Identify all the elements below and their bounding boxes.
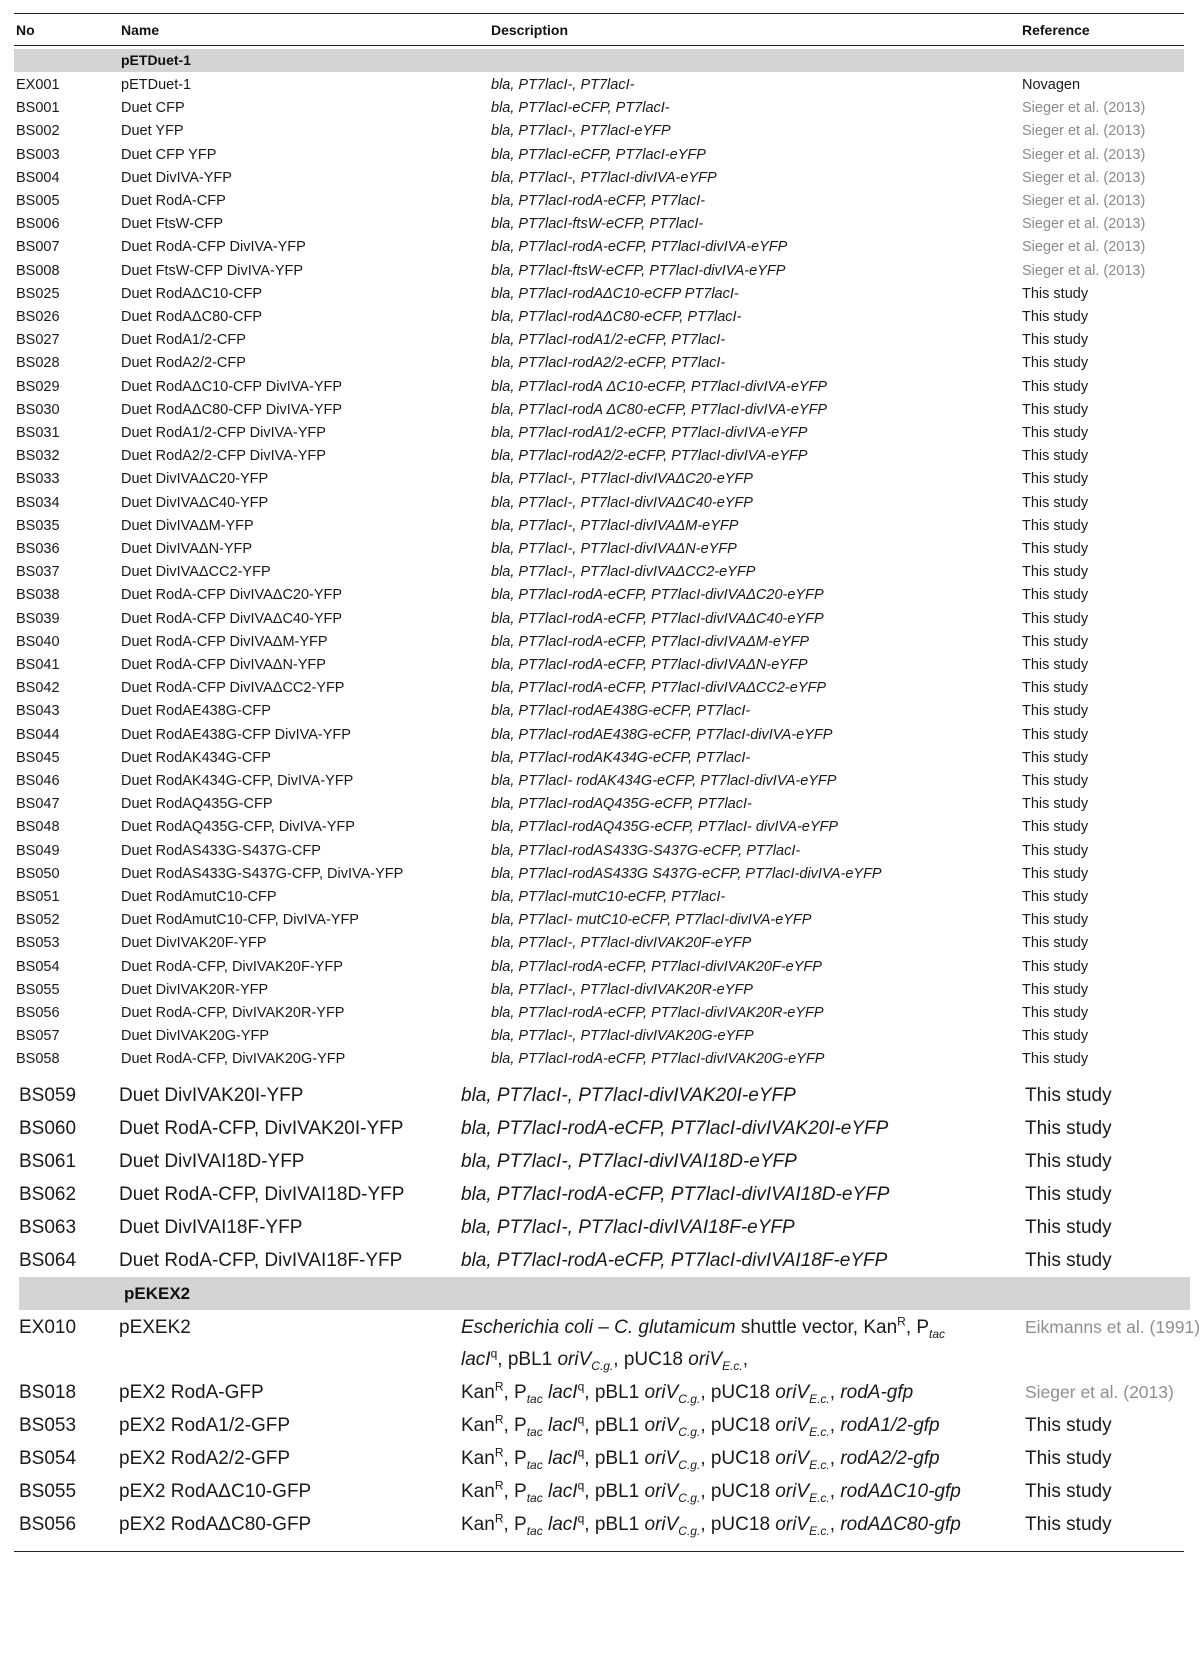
cell-no: BS062	[19, 1184, 77, 1205]
bottom-rule	[14, 1551, 1184, 1552]
cell-reference: This study	[1022, 680, 1089, 696]
cell-no: BS047	[16, 796, 60, 812]
cell-name: pEX2 RodA1/2-GFP	[119, 1415, 291, 1436]
cell-reference: This study	[1022, 912, 1089, 928]
cell-no: BS050	[16, 866, 60, 882]
cell-name: Duet RodA-CFP, DivIVAK20I-YFP	[119, 1118, 404, 1139]
cell-reference: This study	[1022, 959, 1089, 975]
table-row	[0, 769, 1200, 793]
cell-name: Duet FtsW-CFP	[121, 216, 224, 232]
table-row	[0, 583, 1200, 607]
cell-reference: This study	[1022, 448, 1089, 464]
cell-description: bla, PT7lacI-rodA-eCFP, PT7lacI-divIVAΔCC2-eYFP	[491, 680, 827, 696]
cell-reference: This study	[1022, 982, 1089, 998]
cell-name: Duet DivIVAI18F-YFP	[119, 1217, 303, 1238]
cell-reference: This study	[1025, 1085, 1112, 1106]
cell-no: BS026	[16, 309, 60, 325]
cell-no: BS033	[16, 471, 60, 487]
cell-description: bla, PT7lacI-rodAΔC80-eCFP, PT7lacI-	[491, 309, 742, 325]
cell-description: Kan$^R$, $P_{tac}$ lacI$^q$, pBL1 oriV$_{C.g.}$, pUC18 oriV$_{E.c.}$, rodA1/2-gfp	[461, 1412, 940, 1439]
cell-description: bla, PT7lacI-rodAQ435G-eCFP, PT7lacI- divIVA-eYFP	[491, 819, 839, 835]
table-row	[0, 491, 1200, 515]
cell-description: bla, PT7lacI-mutC10-eCFP, PT7lacI-	[491, 889, 726, 905]
table-row	[0, 259, 1200, 283]
cell-name: Duet RodAmutC10-CFP	[121, 889, 277, 905]
cell-no: BS041	[16, 657, 60, 673]
cell-description: bla, PT7lacI-rodAK434G-eCFP, PT7lacI-	[491, 750, 751, 766]
cell-name: pEX2 RodAΔC80-GFP	[119, 1514, 312, 1535]
cell-no: BS032	[16, 448, 60, 464]
cell-name: Duet RodA-CFP DivIVAΔN-YFP	[121, 657, 326, 673]
cell-reference: This study	[1022, 819, 1089, 835]
header-name: Name	[121, 22, 160, 38]
header-reference: Reference	[1022, 22, 1090, 38]
table-row	[0, 1375, 1200, 1410]
cell-reference: This study	[1022, 587, 1089, 603]
cell-name: Duet DivIVAΔN-YFP	[121, 541, 253, 557]
cell-name: Duet RodA1/2-CFP	[121, 332, 246, 348]
cell-reference: This study	[1025, 1250, 1112, 1271]
table-row	[0, 444, 1200, 468]
table-row	[0, 839, 1200, 863]
cell-name: Duet CFP	[121, 100, 185, 116]
table-row	[0, 421, 1200, 445]
header-no: No	[16, 22, 35, 38]
header-description: Description	[491, 22, 569, 38]
cell-name: Duet DivIVAK20R-YFP	[121, 982, 269, 998]
header-rule	[14, 45, 1184, 46]
cell-reference: This study	[1022, 286, 1089, 302]
cell-reference: Sieger et al. (2013)	[1022, 147, 1146, 163]
cell-reference: This study	[1022, 471, 1089, 487]
cell-description: bla, PT7lacI-, PT7lacI-divIVAK20I-eYFP	[461, 1085, 796, 1106]
cell-name: pEX2 RodA2/2-GFP	[119, 1448, 291, 1469]
cell-no: BS057	[16, 1028, 60, 1044]
cell-no: BS031	[16, 425, 60, 441]
table-row	[0, 1310, 1200, 1373]
cell-description: bla, PT7lacI-rodA1/2-eCFP, PT7lacI-	[491, 332, 726, 348]
cell-no: BS025	[16, 286, 60, 302]
table-row	[0, 862, 1200, 886]
cell-no: BS056	[16, 1005, 60, 1021]
cell-name: Duet RodAE438G-CFP	[121, 703, 271, 719]
cell-description: Escherichia coli – C. glutamicum shuttle vector, Kan$^R$, $P_{tac}$ lacI$^q$, pBL1 oriV$_{C.g.}$, pUC18 oriV$_{E.c.}$,	[461, 1314, 946, 1373]
table-row	[0, 212, 1200, 236]
cell-name: Duet DivIVAΔC20-YFP	[121, 471, 269, 487]
cell-description: bla, PT7lacI-, PT7lacI-eYFP	[491, 123, 671, 139]
cell-name: Duet DivIVAΔC40-YFP	[121, 495, 269, 511]
cell-name: Duet RodAS433G-S437G-CFP	[121, 843, 321, 859]
cell-description: bla, PT7lacI-rodAS433G S437G-eCFP, PT7lacI-divIVA-eYFP	[491, 866, 882, 882]
cell-no: BS053	[16, 935, 60, 951]
cell-description: bla, PT7lacI-, PT7lacI-divIVAΔC40-eYFP	[491, 495, 753, 511]
cell-description: bla, PT7lacI-, PT7lacI-divIVAK20G-eYFP	[491, 1028, 754, 1044]
table-row	[0, 351, 1200, 375]
cell-description: Kan$^R$, $P_{tac}$ lacI$^q$, pBL1 oriV$_{C.g.}$, pUC18 oriV$_{E.c.}$, rodAΔC10-gfp	[461, 1478, 961, 1505]
cell-description: bla, PT7lacI-rodAQ435G-eCFP, PT7lacI-	[491, 796, 752, 812]
table-row	[0, 931, 1200, 955]
cell-reference: This study	[1025, 1184, 1112, 1205]
table-row	[0, 375, 1200, 399]
cell-name: Duet RodAΔC80-CFP DivIVA-YFP	[121, 402, 343, 418]
cell-no: BS063	[19, 1217, 77, 1238]
cell-reference: This study	[1022, 634, 1089, 650]
cell-description: bla, PT7lacI-, PT7lacI-divIVAK20F-eYFP	[491, 935, 752, 951]
cell-name: Duet CFP YFP	[121, 147, 217, 163]
cell-no: BS061	[19, 1151, 77, 1172]
cell-name: Duet RodA-CFP, DivIVAK20F-YFP	[121, 959, 343, 975]
cell-description: bla, PT7lacI-rodA-eCFP, PT7lacI-divIVAK20G-eYFP	[491, 1051, 825, 1067]
table-row	[0, 235, 1200, 259]
cell-name: pEX2 RodA-GFP	[119, 1382, 264, 1403]
cell-reference: Sieger et al. (2013)	[1025, 1382, 1174, 1402]
cell-reference: This study	[1022, 379, 1089, 395]
cell-description: bla, PT7lacI-, PT7lacI-divIVAΔN-eYFP	[491, 541, 737, 557]
cell-no: BS040	[16, 634, 60, 650]
table-row	[0, 398, 1200, 422]
cell-description: bla, PT7lacI-rodA-eCFP, PT7lacI-divIVAΔM-eYFP	[491, 634, 810, 650]
cell-no: BS052	[16, 912, 60, 928]
table-row	[0, 908, 1200, 932]
table-header-row	[0, 18, 1200, 42]
cell-no: BS030	[16, 402, 60, 418]
table-row	[0, 653, 1200, 677]
cell-reference: This study	[1022, 703, 1089, 719]
cell-name: pEX2 RodAΔC10-GFP	[119, 1481, 312, 1502]
cell-reference: Novagen	[1022, 77, 1081, 93]
cell-name: Duet RodAmutC10-CFP, DivIVA-YFP	[121, 912, 359, 928]
cell-name: Duet RodA-CFP	[121, 193, 226, 209]
table-row	[0, 1111, 1200, 1146]
cell-description: bla, PT7lacI-rodA-eCFP, PT7lacI-divIVAΔC20-eYFP	[491, 587, 824, 603]
cell-no: BS055	[19, 1481, 77, 1502]
cell-description: Kan$^R$, $P_{tac}$ lacI$^q$, pBL1 oriV$_{C.g.}$, pUC18 oriV$_{E.c.}$, rodA2/2-gfp	[461, 1445, 940, 1472]
table-row	[0, 1243, 1200, 1278]
table-row	[0, 143, 1200, 167]
cell-name: Duet RodAS433G-S437G-CFP, DivIVA-YFP	[121, 866, 404, 882]
cell-reference: This study	[1022, 1005, 1089, 1021]
cell-name: Duet RodA-CFP DivIVAΔM-YFP	[121, 634, 328, 650]
cell-description: bla, PT7lacI-rodA-eCFP, PT7lacI-divIVAΔN-eYFP	[491, 657, 808, 673]
cell-description: bla, PT7lacI-rodA-eCFP, PT7lacI-divIVAK20R-eYFP	[491, 1005, 824, 1021]
table-row	[0, 885, 1200, 909]
cell-no: BS034	[16, 495, 60, 511]
cell-name: Duet RodAK434G-CFP, DivIVA-YFP	[121, 773, 354, 789]
table-row	[0, 166, 1200, 190]
cell-reference: This study	[1022, 1028, 1089, 1044]
cell-description: bla, PT7lacI-rodA-eCFP, PT7lacI-divIVAI18F-eYFP	[461, 1250, 888, 1271]
cell-name: Duet RodAQ435G-CFP	[121, 796, 273, 812]
cell-no: BS058	[16, 1051, 60, 1067]
cell-no: BS036	[16, 541, 60, 557]
top-rule	[14, 13, 1184, 14]
cell-description: bla, PT7lacI-rodAE438G-eCFP, PT7lacI-divIVA-eYFP	[491, 727, 833, 743]
table-row	[0, 1441, 1200, 1476]
table-row	[0, 978, 1200, 1002]
cell-description: bla, PT7lacI-rodA-eCFP, PT7lacI-divIVAΔC40-eYFP	[491, 611, 824, 627]
cell-name: Duet RodAΔC10-CFP DivIVA-YFP	[121, 379, 343, 395]
cell-name: Duet DivIVAK20F-YFP	[121, 935, 267, 951]
cell-no: BS037	[16, 564, 60, 580]
table-row	[0, 1408, 1200, 1443]
cell-reference: Sieger et al. (2013)	[1022, 216, 1146, 232]
cell-description: bla, PT7lacI-rodA-eCFP, PT7lacI-divIVAK20I-eYFP	[461, 1118, 889, 1139]
cell-reference: This study	[1022, 332, 1089, 348]
table-row	[0, 699, 1200, 723]
cell-description: bla, PT7lacI- rodAK434G-eCFP, PT7lacI-divIVA-eYFP	[491, 773, 837, 789]
cell-description: bla, PT7lacI-eCFP, PT7lacI-eYFP	[491, 147, 706, 163]
cell-name: Duet RodA1/2-CFP DivIVA-YFP	[121, 425, 326, 441]
section-title: pEKEX2	[124, 1284, 191, 1303]
cell-description: bla, PT7lacI-rodA ΔC10-eCFP, PT7lacI-divIVA-eYFP	[491, 379, 828, 395]
cell-no: BS051	[16, 889, 60, 905]
cell-reference: This study	[1022, 611, 1089, 627]
cell-reference: This study	[1022, 564, 1089, 580]
table-row	[0, 1210, 1200, 1245]
cell-reference: This study	[1025, 1217, 1112, 1238]
cell-no: BS029	[16, 379, 60, 395]
section-header-petduet	[14, 49, 1184, 72]
cell-name: Duet RodAQ435G-CFP, DivIVA-YFP	[121, 819, 355, 835]
cell-name: Duet RodA2/2-CFP	[121, 355, 246, 371]
cell-name: Duet RodA-CFP, DivIVAI18F-YFP	[119, 1250, 403, 1271]
cell-reference: This study	[1025, 1481, 1112, 1502]
cell-no: BS055	[16, 982, 60, 998]
cell-name: Duet DivIVAI18D-YFP	[119, 1151, 305, 1172]
cell-no: BS046	[16, 773, 60, 789]
cell-description: bla, PT7lacI-rodA2/2-eCFP, PT7lacI-divIVA-eYFP	[491, 448, 808, 464]
cell-reference: This study	[1022, 727, 1089, 743]
cell-name: Duet RodA-CFP, DivIVAK20G-YFP	[121, 1051, 346, 1067]
cell-description: bla, PT7lacI-, PT7lacI-divIVAK20R-eYFP	[491, 982, 753, 998]
cell-reference: This study	[1022, 935, 1089, 951]
cell-reference: Sieger et al. (2013)	[1022, 100, 1146, 116]
table-row	[0, 1078, 1200, 1113]
cell-description: bla, PT7lacI-, PT7lacI-divIVA-eYFP	[491, 170, 717, 186]
cell-description: bla, PT7lacI-, PT7lacI-divIVAΔC20-eYFP	[491, 471, 753, 487]
table-row	[0, 537, 1200, 561]
cell-no: BS045	[16, 750, 60, 766]
table-row	[0, 1001, 1200, 1025]
cell-reference: This study	[1022, 309, 1089, 325]
cell-description: Kan$^R$, $P_{tac}$ lacI$^q$, pBL1 oriV$_{C.g.}$, pUC18 oriV$_{E.c.}$, rodAΔC80-gfp	[461, 1511, 961, 1538]
table-row	[0, 630, 1200, 654]
cell-reference: This study	[1022, 866, 1089, 882]
table-row	[0, 282, 1200, 306]
table-row	[0, 1507, 1200, 1542]
cell-description: bla, PT7lacI-rodA-eCFP, PT7lacI-divIVA-eYFP	[491, 239, 788, 255]
cell-no: BS004	[16, 170, 60, 186]
cell-name: pETDuet-1	[121, 77, 192, 93]
cell-reference: This study	[1022, 425, 1089, 441]
cell-no: BS005	[16, 193, 60, 209]
cell-reference: This study	[1025, 1118, 1112, 1139]
cell-name: Duet RodA2/2-CFP DivIVA-YFP	[121, 448, 326, 464]
table-row	[0, 723, 1200, 747]
table-row	[0, 955, 1200, 979]
cell-description: bla, PT7lacI-eCFP, PT7lacI-	[491, 100, 670, 116]
cell-description: bla, PT7lacI-rodAE438G-eCFP, PT7lacI-	[491, 703, 751, 719]
cell-reference: Sieger et al. (2013)	[1022, 123, 1146, 139]
cell-reference: Sieger et al. (2013)	[1022, 170, 1146, 186]
cell-reference: This study	[1022, 657, 1089, 673]
table-row	[0, 1177, 1200, 1212]
cell-name: Duet RodA-CFP DivIVA-YFP	[121, 239, 306, 255]
cell-reference: This study	[1022, 796, 1089, 812]
cell-name: Duet RodAE438G-CFP DivIVA-YFP	[121, 727, 351, 743]
cell-no: BS043	[16, 703, 60, 719]
cell-name: Duet DivIVAΔM-YFP	[121, 518, 254, 534]
table-row	[0, 815, 1200, 839]
cell-no: BS044	[16, 727, 60, 743]
cell-no: BS042	[16, 680, 60, 696]
table-row	[0, 792, 1200, 816]
cell-reference: This study	[1022, 773, 1089, 789]
table-row	[0, 560, 1200, 584]
cell-reference: Sieger et al. (2013)	[1022, 239, 1146, 255]
cell-description: bla, PT7lacI-rodA ΔC80-eCFP, PT7lacI-divIVA-eYFP	[491, 402, 828, 418]
cell-name: Duet DivIVA-YFP	[121, 170, 232, 186]
cell-description: bla, PT7lacI-rodAS433G-S437G-eCFP, PT7lacI-	[491, 843, 801, 859]
cell-reference: Sieger et al. (2013)	[1022, 263, 1146, 279]
cell-no: BS007	[16, 239, 60, 255]
cell-reference: This study	[1022, 355, 1089, 371]
cell-name: Duet YFP	[121, 123, 184, 139]
table-row	[0, 676, 1200, 700]
cell-description: bla, PT7lacI-, PT7lacI-divIVAI18F-eYFP	[461, 1217, 795, 1238]
cell-description: bla, PT7lacI- mutC10-eCFP, PT7lacI-divIVA-eYFP	[491, 912, 812, 928]
table-row	[0, 467, 1200, 491]
cell-no: EX010	[19, 1317, 77, 1338]
cell-description: bla, PT7lacI-rodA-eCFP, PT7lacI-divIVAI18D-eYFP	[461, 1184, 890, 1205]
table-row	[0, 514, 1200, 538]
cell-name: Duet RodAK434G-CFP	[121, 750, 271, 766]
cell-description: bla, PT7lacI-rodA1/2-eCFP, PT7lacI-divIVA-eYFP	[491, 425, 808, 441]
table-row	[0, 607, 1200, 631]
cell-description: bla, PT7lacI-ftsW-eCFP, PT7lacI-divIVA-eYFP	[491, 263, 786, 279]
cell-reference: Eikmanns et al. (1991)	[1025, 1317, 1200, 1337]
cell-no: BS006	[16, 216, 60, 232]
cell-no: BS053	[19, 1415, 77, 1436]
table-row	[0, 73, 1200, 97]
cell-name: pEXEK2	[119, 1317, 191, 1338]
cell-reference: This study	[1022, 541, 1089, 557]
cell-no: BS064	[19, 1250, 77, 1271]
cell-no: BS059	[19, 1085, 77, 1106]
cell-no: EX001	[16, 77, 60, 93]
cell-reference: This study	[1025, 1151, 1112, 1172]
cell-name: Duet RodA-CFP DivIVAΔCC2-YFP	[121, 680, 345, 696]
table-row	[0, 96, 1200, 120]
cell-description: bla, PT7lacI-, PT7lacI-divIVAΔM-eYFP	[491, 518, 739, 534]
cell-name: Duet DivIVAK20G-YFP	[121, 1028, 270, 1044]
cell-name: Duet DivIVAΔCC2-YFP	[121, 564, 271, 580]
cell-no: BS035	[16, 518, 60, 534]
cell-no: BS048	[16, 819, 60, 835]
cell-no: BS003	[16, 147, 60, 163]
cell-name: Duet RodA-CFP DivIVAΔC20-YFP	[121, 587, 343, 603]
cell-description: bla, PT7lacI-rodA2/2-eCFP, PT7lacI-	[491, 355, 726, 371]
cell-reference: This study	[1022, 402, 1089, 418]
table-row	[0, 1144, 1200, 1179]
cell-no: BS002	[16, 123, 60, 139]
cell-reference: This study	[1022, 495, 1089, 511]
cell-description: bla, PT7lacI-, PT7lacI-divIVAΔCC2-eYFP	[491, 564, 756, 580]
cell-reference: This study	[1022, 1051, 1089, 1067]
cell-description: bla, PT7lacI-rodA-eCFP, PT7lacI-	[491, 193, 706, 209]
cell-name: Duet DivIVAK20I-YFP	[119, 1085, 304, 1106]
cell-description: bla, PT7lacI-rodA-eCFP, PT7lacI-divIVAK20F-eYFP	[491, 959, 822, 975]
cell-no: BS056	[19, 1514, 77, 1535]
table-row	[0, 1474, 1200, 1509]
cell-reference: This study	[1022, 750, 1089, 766]
cell-reference: This study	[1025, 1514, 1112, 1535]
table-row	[0, 1047, 1200, 1071]
cell-description: bla, PT7lacI-rodAΔC10-eCFP PT7lacI-	[491, 286, 739, 302]
cell-description: bla, PT7lacI-, PT7lacI-divIVAI18D-eYFP	[461, 1151, 797, 1172]
cell-name: Duet RodA-CFP DivIVAΔC40-YFP	[121, 611, 343, 627]
cell-no: BS028	[16, 355, 60, 371]
table-row	[0, 189, 1200, 213]
cell-reference: This study	[1025, 1415, 1112, 1436]
table-row	[0, 119, 1200, 143]
table-row	[0, 328, 1200, 352]
cell-name: Duet FtsW-CFP DivIVA-YFP	[121, 263, 304, 279]
cell-no: BS027	[16, 332, 60, 348]
cell-no: BS038	[16, 587, 60, 603]
cell-no: BS054	[19, 1448, 77, 1469]
table-row	[0, 1024, 1200, 1048]
section-title: pETDuet-1	[121, 52, 191, 68]
cell-description: bla, PT7lacI-ftsW-eCFP, PT7lacI-	[491, 216, 704, 232]
cell-reference: This study	[1022, 889, 1089, 905]
cell-name: Duet RodA-CFP, DivIVAI18D-YFP	[119, 1184, 405, 1205]
cell-no: BS060	[19, 1118, 77, 1139]
cell-no: BS049	[16, 843, 60, 859]
cell-no: BS008	[16, 263, 60, 279]
cell-reference: This study	[1025, 1448, 1112, 1469]
table-row	[0, 305, 1200, 329]
cell-description: bla, PT7lacI-, PT7lacI-	[491, 77, 635, 93]
cell-name: Duet RodAΔC10-CFP	[121, 286, 263, 302]
cell-name: Duet RodAΔC80-CFP	[121, 309, 263, 325]
cell-description: Kan$^R$, $P_{tac}$ lacI$^q$, pBL1 oriV$_{C.g.}$, pUC18 oriV$_{E.c.}$, rodA-gfp	[461, 1379, 914, 1406]
cell-no: BS039	[16, 611, 60, 627]
cell-no: BS001	[16, 100, 60, 116]
cell-name: Duet RodA-CFP, DivIVAK20R-YFP	[121, 1005, 345, 1021]
section-header-pekex2	[19, 1277, 1190, 1310]
cell-reference: This study	[1022, 843, 1089, 859]
table-row	[0, 746, 1200, 770]
cell-reference: This study	[1022, 518, 1089, 534]
cell-no: BS018	[19, 1382, 77, 1403]
cell-reference: Sieger et al. (2013)	[1022, 193, 1146, 209]
cell-no: BS054	[16, 959, 60, 975]
